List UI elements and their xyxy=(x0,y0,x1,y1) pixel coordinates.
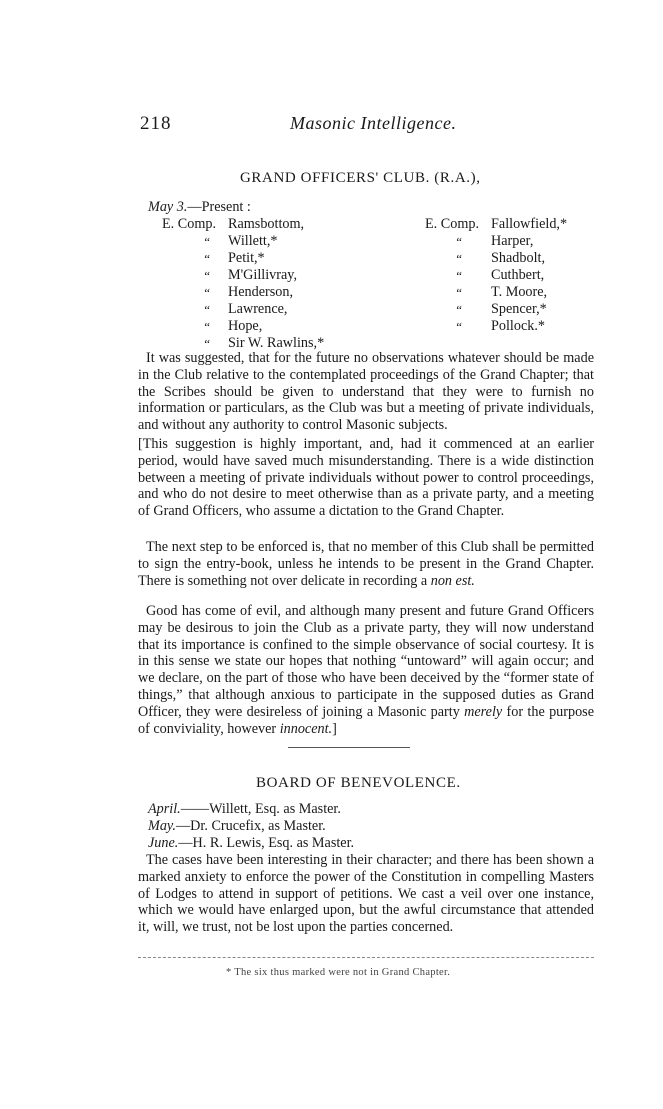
roster-name-right: Harper, xyxy=(491,233,534,249)
ditto-mark: “ xyxy=(455,268,463,283)
roster-name-left: Hope, xyxy=(228,318,263,334)
board-entry xyxy=(148,835,354,852)
paragraph-text: The next step to be enforced is, that no member of this Club shall be permitted to sign the entry-book, unless he intends to be present in the Grand Chapter. There is something not over delicate in recording a xyxy=(138,539,594,589)
ditto-mark: “ xyxy=(203,336,211,351)
closing-bracket: ] xyxy=(332,720,337,737)
board-month: June. xyxy=(148,835,179,851)
board-entry-text: —Dr. Crucefix, as Master. xyxy=(175,818,326,834)
board-entry-text: —H. R. Lewis, Esq. as Master. xyxy=(178,835,355,851)
footnote-rule xyxy=(138,957,594,958)
board-entry xyxy=(148,818,326,835)
ditto-mark: “ xyxy=(203,319,211,334)
ditto-mark: “ xyxy=(203,268,211,283)
board-entry xyxy=(148,801,341,818)
ditto-mark: “ xyxy=(203,285,211,300)
ditto-mark: “ xyxy=(203,234,211,249)
paragraph-text: It was suggested, that for the future no observations whatever should be made in the Club relative to the contemplated proceedings of the Grand Chapter; that the Scribes should be given to understand that they were to furnish no information or particulars, as the Club was but a meeting of private individuals, and without any authority to control Masonic subjects. xyxy=(138,350,594,434)
roster-name-right: Shadbolt, xyxy=(491,250,545,266)
ditto-mark: “ xyxy=(455,251,463,266)
roster-name-left: Willett,* xyxy=(228,233,278,249)
footnote: * The six thus marked were not in Grand Chapter. xyxy=(226,967,451,978)
roster-name-left: Lawrence, xyxy=(228,301,288,317)
roster-name-left: Henderson, xyxy=(228,284,294,300)
board-month: April. xyxy=(148,801,181,817)
right-prefix: E. Comp. xyxy=(425,216,479,232)
present-line xyxy=(148,199,251,216)
non-est-phrase: non est. xyxy=(430,572,475,589)
club-paragraph xyxy=(138,603,594,737)
roster-name-left: M'Gillivray, xyxy=(228,267,298,283)
running-head xyxy=(140,113,500,137)
ditto-mark: “ xyxy=(455,319,463,334)
ditto-mark: “ xyxy=(455,302,463,317)
present-label: —Present : xyxy=(187,199,251,215)
club-paragraph xyxy=(138,436,594,520)
paragraph-text: [This suggestion is highly important, and, had it commenced at an earlier period, would have saved much misunderstanding. There is a wide distinction between a meeting of private individuals without power to control proceedings, and who do not desire to meet otherwise than as a private party, and a meeting of Grand Officers, who assume a dictation to the Grand Chapter. xyxy=(138,436,594,520)
board-entry-text: ——Willett, Esq. as Master. xyxy=(180,801,341,817)
ditto-mark: “ xyxy=(203,302,211,317)
board-paragraph xyxy=(138,852,594,936)
running-title: Masonic Intelligence. xyxy=(290,113,457,133)
board-section-title: BOARD OF BENEVOLENCE. xyxy=(256,775,461,791)
board-month: May. xyxy=(148,818,176,834)
ditto-mark: “ xyxy=(455,285,463,300)
ditto-mark: “ xyxy=(203,251,211,266)
roster-name-right: T. Moore, xyxy=(491,284,548,300)
innocent-phrase: innocent. xyxy=(279,720,333,737)
left-prefix: E. Comp. xyxy=(162,216,216,232)
roster-name-right: Cuthbert, xyxy=(491,267,545,283)
page-number: 218 xyxy=(140,113,172,134)
club-section-title: GRAND OFFICERS' CLUB. (R.A.), xyxy=(240,170,481,186)
roster-name-right: Spencer,* xyxy=(491,301,547,317)
roster-name-left: Petit,* xyxy=(228,250,265,266)
roster-name-right: Fallowfield,* xyxy=(491,216,568,232)
roster-name-left: Sir W. Rawlins,* xyxy=(228,335,325,351)
paragraph-text: for the purpose of conviviality, however xyxy=(138,703,595,737)
roster-name-left: Ramsbottom, xyxy=(228,216,305,232)
ditto-mark: “ xyxy=(455,234,463,249)
roster-name-right: Pollock.* xyxy=(491,318,545,334)
meeting-date: May 3. xyxy=(148,199,188,215)
club-paragraph xyxy=(138,350,594,434)
paragraph-text: Good has come of evil, and although many present and future Grand Officers may be desirous to join the Club as a private party, they will now understand that its importance is confined to the simple observance of social courtesy. It is in this sense we state our hopes that nothing “untoward” will again occur; and we declare, on the part of those who have been deceived by the “former state of things,” that although anxious to participate in the supposed duties as Grand Officer, they were desireless of joining a Masonic party xyxy=(138,603,594,720)
section-divider xyxy=(288,747,410,748)
club-paragraph xyxy=(138,539,594,589)
merely-phrase: merely xyxy=(464,703,503,720)
paragraph-text: The cases have been interesting in their character; and there has been shown a marked anxiety to enforce the power of the Constitution in compelling Masters of Lodges to attend in support of petitions. We cast a veil over one instance, which we would have enlarged upon, but the awful circumstance that attended it, will, we trust, not be lost upon the parties concerned. xyxy=(138,852,594,936)
